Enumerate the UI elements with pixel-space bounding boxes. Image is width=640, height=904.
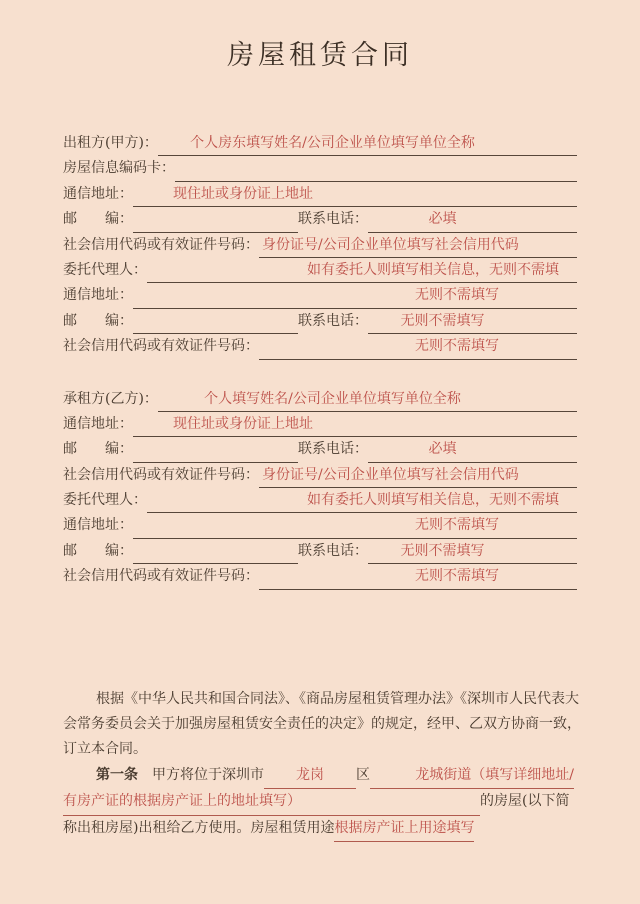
fill-hint: 无则不需填写 [415,338,499,355]
field-row [63,156,577,181]
field-label: 通信地址： [63,185,133,202]
field-row [63,488,577,513]
street-fill-hint: 龙城街道（填写详细地址/ [415,766,574,783]
district-suffix: 区 [356,766,370,783]
article1-line-1 [63,763,577,789]
field-label: 通信地址： [63,517,133,534]
field-row [63,283,577,308]
usage-fill-hint: 根据房产证上用途填写 [334,819,475,836]
field-row [63,233,577,258]
page-title: 房屋租赁合同 [227,40,413,71]
field-label: 承租方(乙方)： [63,390,158,407]
fill-in-underline [133,412,577,437]
field-row [63,334,577,359]
field-label: 委托代理人： [63,261,147,278]
fill-in-underline [147,488,577,513]
field-label: 房屋信息编码卡： [63,160,175,177]
intro-line-2: 会常务委员会关于加强房屋租赁安全责任的决定》的规定，经甲、乙双方协商一致， [63,716,581,733]
fill-in-underline [147,258,577,283]
field-label: 邮 编： [63,312,133,329]
field-label: 联系电话： [298,211,368,228]
field-label: 邮 编： [63,211,133,228]
fill-in-underline [158,387,577,412]
fill-hint: 无则不需填写 [400,312,485,329]
fill-hint: 无则不需填写 [400,542,485,559]
fill-hint: 必填 [428,211,457,228]
address-fill-blank [63,789,480,815]
fill-hint: 无则不需填写 [415,287,499,304]
field-row [63,463,577,488]
fill-hint: 现住址或身份证上地址 [173,415,313,432]
fill-hint: 身份证号/公司企业单位填写社会信用代码 [262,236,519,253]
fill-hint: 现住址或身份证上地址 [173,185,313,202]
blank-underline [175,156,577,181]
fill-in-underline [368,207,577,232]
article1-line-2 [63,789,577,815]
blank-underline [133,539,298,564]
fill-in-underline [133,283,577,308]
fill-in-underline [368,437,577,462]
blank-underline [133,207,298,232]
field-row [63,513,577,538]
fill-in-underline [158,131,577,156]
field-label: 社会信用代码或有效证件号码： [63,568,259,585]
field-label: 社会信用代码或有效证件号码： [63,338,259,355]
article1-line2-text: 的房屋(以下简 [480,793,570,810]
field-row [63,387,577,412]
field-label: 联系电话： [298,441,368,458]
field-row [63,258,577,283]
field-row [63,564,577,589]
field-label: 社会信用代码或有效证件号码： [63,466,259,483]
fill-in-underline [133,513,577,538]
blank-underline [133,309,298,334]
field-label: 通信地址： [63,415,133,432]
field-label: 联系电话： [298,542,368,559]
field-label: 通信地址： [63,287,133,304]
field-label: 出租方(甲方)： [63,135,158,151]
party-b-section [63,387,577,590]
fill-hint: 如有委托人则填写相关信息，无则不需填 [307,492,559,509]
district-fill-hint: 龙岗 [296,766,324,783]
usage-fill-blank [334,816,474,842]
article1-term-label: 第一条 [96,766,138,783]
fill-hint: 如有委托人则填写相关信息，无则不需填 [307,261,559,278]
party-a-section [63,131,577,360]
fill-hint: 身份证号/公司企业单位填写社会信用代码 [262,466,519,483]
article1-line1-text: 甲方将位于深圳市 [138,766,264,783]
field-label: 委托代理人： [63,492,147,509]
intro-line-1: 根据《中华人民共和国合同法》、《商品房屋租赁管理办法》《深圳市人民代表大 [96,690,579,707]
blank-underline [133,437,298,462]
fill-hint: 个人填写姓名/公司企业单位填写单位全称 [204,390,461,407]
intro-line-3: 订立本合同。 [63,741,147,758]
fill-in-underline [368,539,577,564]
fill-hint: 个人房东填写姓名/公司企业单位填写单位全称 [190,135,475,151]
field-label: 联系电话： [298,312,368,329]
field-label: 邮 编： [63,441,133,458]
field-row [63,207,577,232]
article1-line3-text: 称出租房屋)出租给乙方使用。房屋租赁用途 [63,819,335,836]
fill-in-underline [259,463,577,488]
field-row [63,412,577,437]
fill-hint: 无则不需填写 [415,517,499,534]
field-label: 社会信用代码或有效证件号码： [63,236,259,253]
field-label: 邮 编： [63,542,133,559]
field-row [63,182,577,207]
fill-in-underline [259,233,577,258]
fill-in-underline [133,182,577,207]
address-fill-hint: 有房产证的根据房产证上的地址填写） [63,793,301,810]
field-row [63,437,577,462]
fill-hint: 无则不需填写 [415,568,499,585]
fill-in-underline [368,309,577,334]
field-row [63,539,577,564]
article1-line-3 [63,816,577,842]
field-row [63,309,577,334]
street-fill-blank [370,763,574,789]
contract-clauses [63,687,581,842]
district-fill-blank [264,763,356,789]
field-row [63,131,577,156]
fill-hint: 必填 [428,441,457,458]
